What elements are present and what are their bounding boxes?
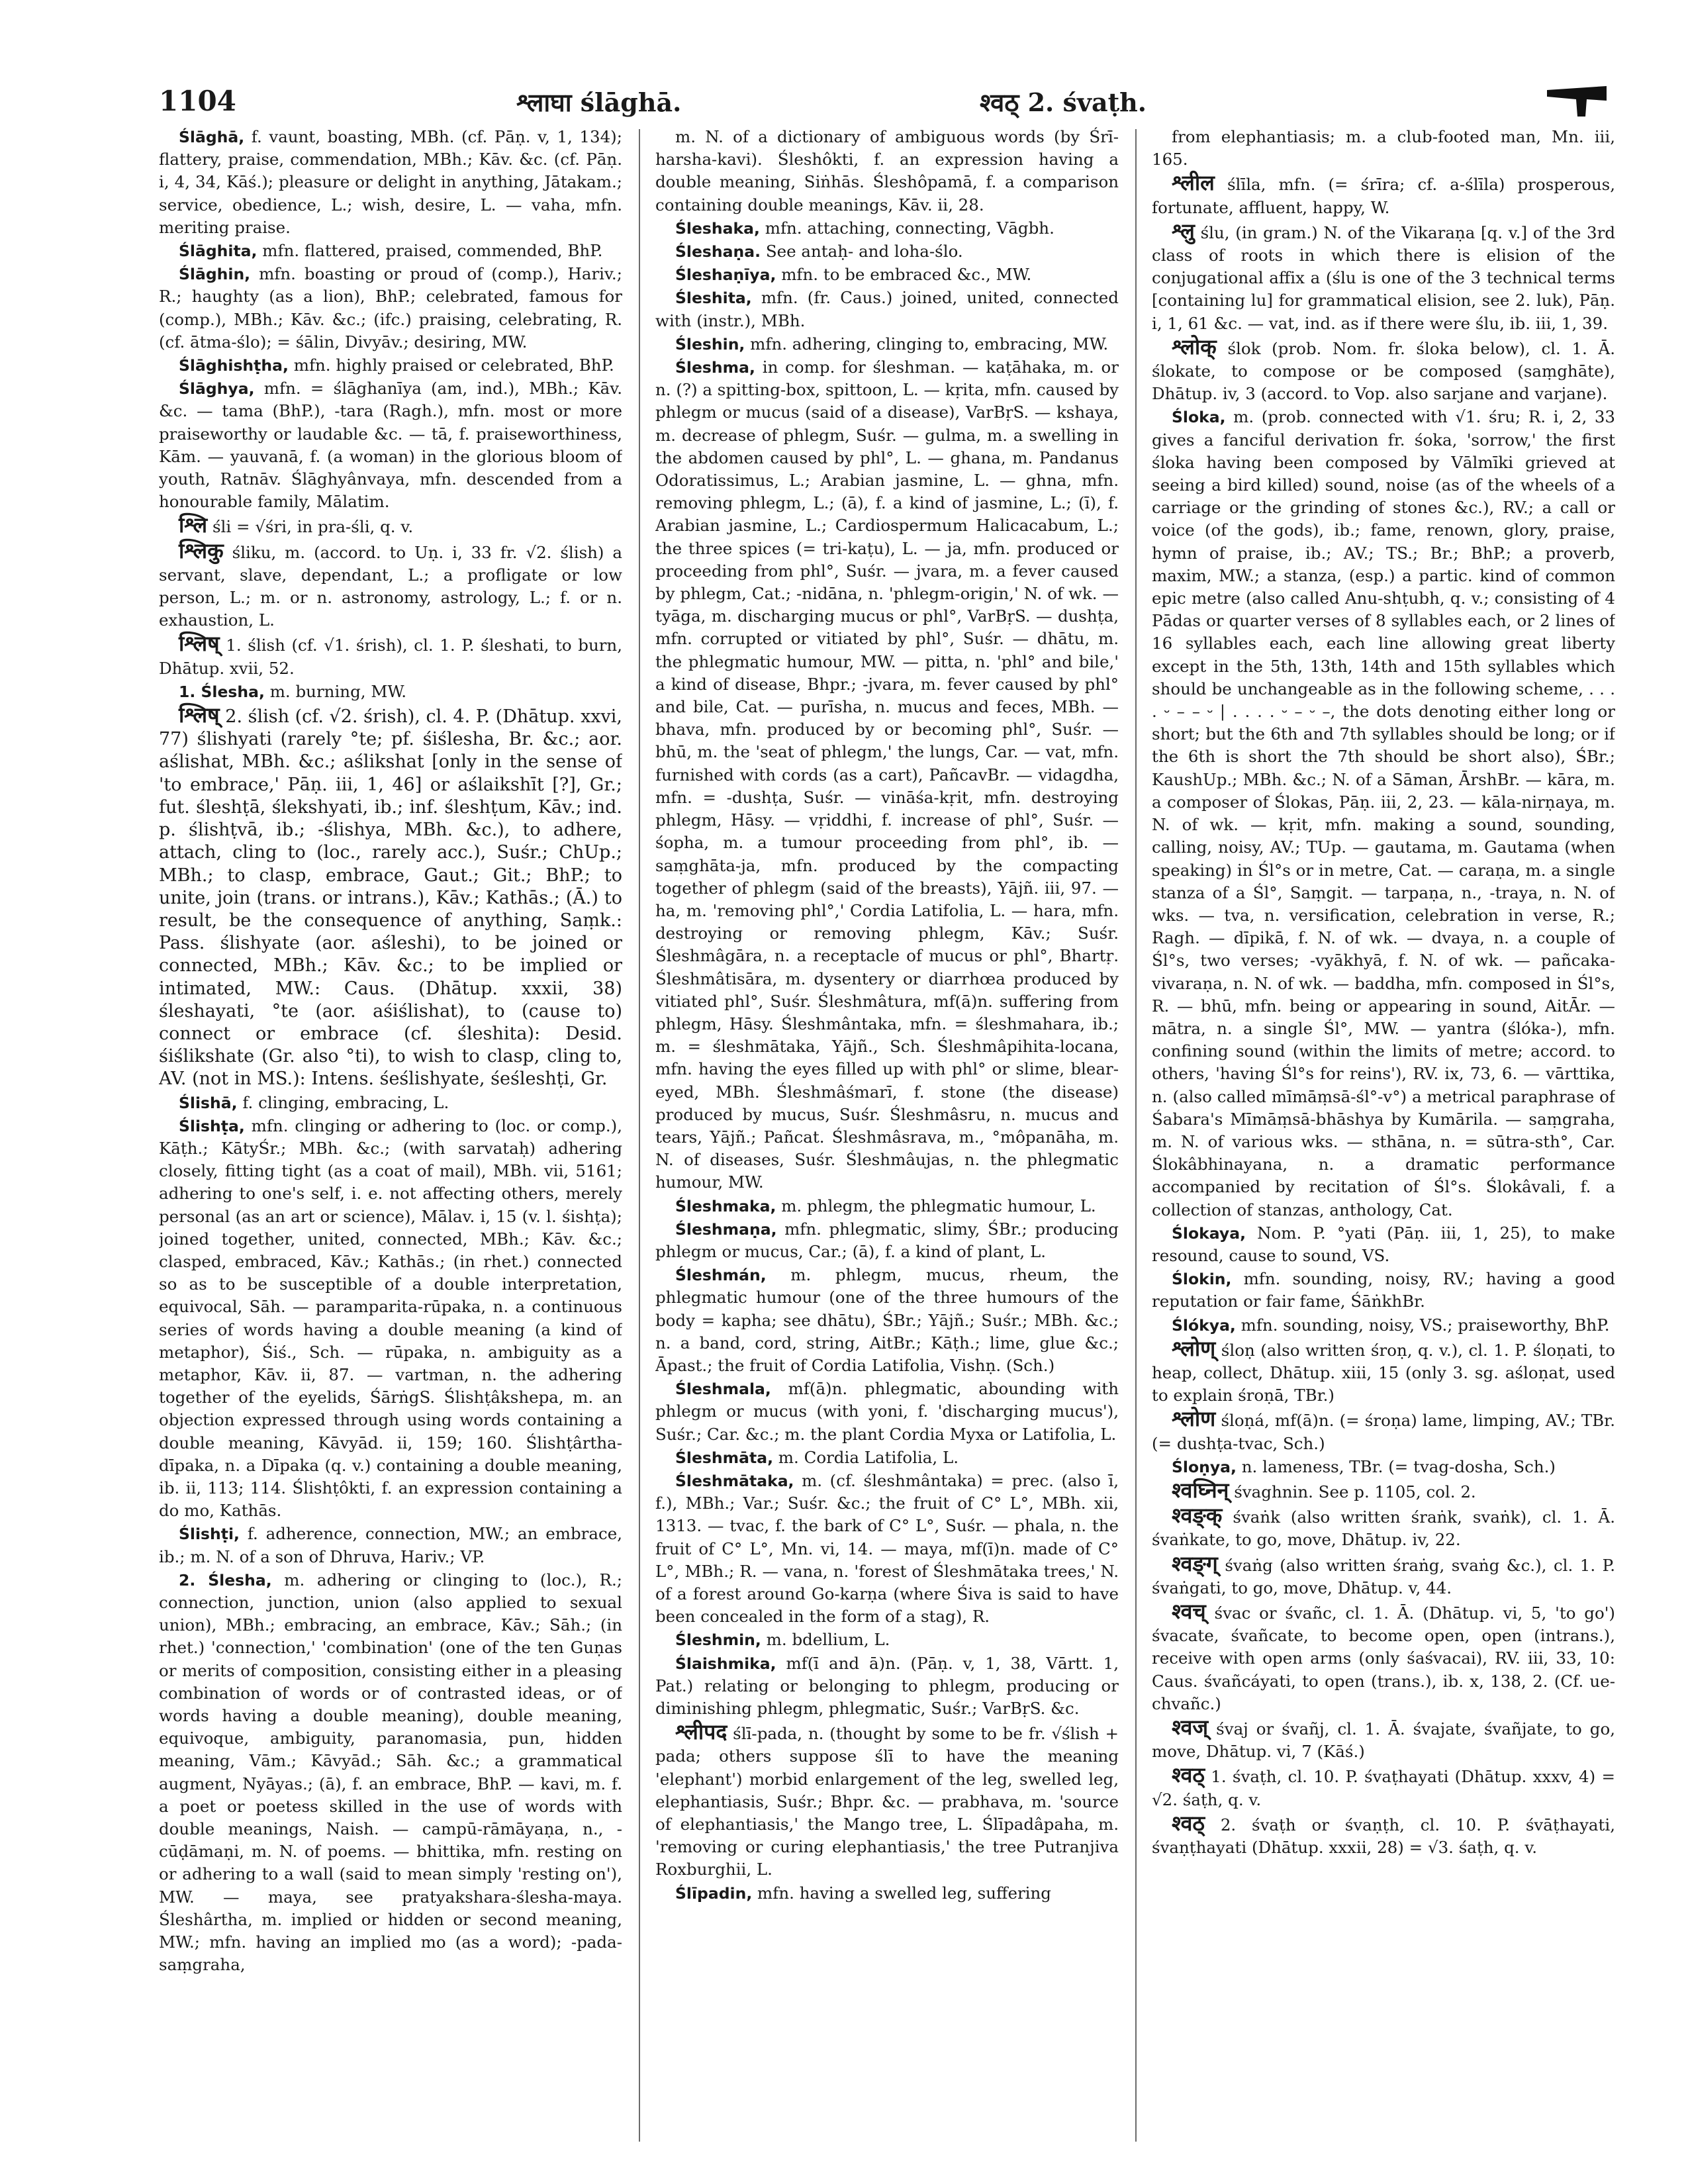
entry-definition: śvac or śvañc, cl. 1. Ā. (Dhātup. vi, 5, 'to go') śvacate, śvañcate, to become open, open (intrans.), receive with open arms (only śaśvacai), RV. iii, 33, 10: Caus. śvañcáyati, to open (trans.), ib. x, 138, 2. (Cf. ue-chvañc.) bbox=[1152, 1603, 1615, 1713]
entry-definition: m. phlegm, the phlegmatic humour, L. bbox=[781, 1196, 1096, 1215]
entry-headword: Śleshmán, bbox=[675, 1266, 767, 1285]
columns bbox=[159, 126, 1642, 2152]
entry-definition: ślok (prob. Nom. fr. śloka below), cl. 1. Ā. ślokate, to compose or be composed (saṃghāte), Dhātup. iv, 3 (accord. to Vop. also sarjane and varjane). bbox=[1152, 338, 1615, 404]
entry-definition: f. adherence, connection, MW.; an embrace, ib.; m. N. of a son of Dhruva, Hariv.; VP. bbox=[159, 1524, 622, 1566]
entry-definition: m. bdellium, L. bbox=[766, 1630, 890, 1650]
entry-headword: Ślokaya, bbox=[1172, 1223, 1246, 1243]
entry-definition: m. phlegm, mucus, rheum, the phlegmatic humour (one of the three humours of the body = kapha; see dhātu), ŚBr.; Yājñ.; Suśr.; MBh. &c.; n. a band, cord, string, AitBr.; Kāṭh.; lime, glue &c.; Āpast.; the fruit of Cordia Latifolia, Vishṇ. (Sch.) bbox=[655, 1265, 1119, 1375]
dictionary-entry bbox=[1152, 220, 1615, 335]
entry-headword: Śleshin, bbox=[675, 334, 745, 354]
page-number: 1104 bbox=[159, 85, 236, 117]
dictionary-entry bbox=[655, 1629, 1119, 1651]
entry-definition: ślu, (in gram.) N. of the Vikaraṇa [q. v.] of the 3rd class of roots in which there is elision of the conjugational affix a (ślu is one of the 3 technical terms [containing lu] for grammatical elision, see 2. luk), Pāṇ. i, 1, 61 &c. — vat, ind. as if there were ślu, ib. iii, 1, 39. bbox=[1152, 222, 1615, 333]
dictionary-entry bbox=[1152, 1600, 1615, 1715]
entry-definition: f. clinging, embracing, L. bbox=[242, 1092, 449, 1112]
entry-headword: Ślaishmika, bbox=[675, 1654, 776, 1673]
dictionary-entry bbox=[1152, 126, 1615, 171]
dictionary-entry bbox=[655, 1447, 1119, 1469]
devanagari-headword: श्लु bbox=[1172, 218, 1195, 244]
entry-headword: Ślāghita, bbox=[179, 242, 258, 261]
dictionary-entry bbox=[655, 1264, 1119, 1377]
dictionary-entry bbox=[159, 240, 622, 262]
dictionary-entry bbox=[655, 356, 1119, 1194]
devanagari-headword: श्लिकु bbox=[179, 538, 224, 563]
dictionary-entry bbox=[159, 1092, 622, 1114]
column-divider bbox=[639, 129, 640, 2142]
dictionary-entry bbox=[1152, 1764, 1615, 1811]
devanagari-headword: श्लील bbox=[1172, 170, 1215, 196]
dictionary-entry bbox=[655, 1652, 1119, 1721]
dictionary-entry bbox=[159, 704, 622, 1090]
entry-definition: mfn. boasting or proud of (comp.), Hariv.; R.; haughty (as a lion), BhP.; celebrated, famous for (comp.), MBh.; Kāv. &c.; (ifc.) praising, celebrating, R. (cf. ātma-ślo); = śālin, Divyāv.; desiring, MW. bbox=[159, 264, 622, 352]
dictionary-entry bbox=[655, 1882, 1119, 1905]
entry-definition: m. burning, MW. bbox=[269, 681, 407, 701]
entry-headword: Śleshaṇa. bbox=[675, 242, 761, 261]
entry-definition: Nom. P. °yati (Pāṇ. iii, 1, 25), to make resound, cause to sound, VS. bbox=[1152, 1223, 1615, 1265]
entry-definition: śvaj or śvañj, cl. 1. Ā. śvajate, śvañjate, to go, move, Dhātup. vi, 7 (Kāś.) bbox=[1152, 1719, 1615, 1762]
dictionary-entry bbox=[159, 681, 622, 703]
entry-definition: ślīla, mfn. (= śrīra; cf. a-ślīla) prosperous, fortunate, affluent, happy, W. bbox=[1152, 175, 1615, 217]
entry-definition: mfn. (fr. Caus.) joined, united, connected with (instr.), MBh. bbox=[655, 288, 1119, 330]
dictionary-entry bbox=[655, 263, 1119, 286]
entry-headword: Ślókya, bbox=[1172, 1315, 1236, 1335]
devanagari-headword: श्वज् bbox=[1172, 1715, 1209, 1740]
dictionary-entry bbox=[1152, 1716, 1615, 1763]
entry-definition: f. vaunt, boasting, MBh. (cf. Pāṇ. v, 1, 134); flattery, praise, commendation, MBh.; Kāv. &c. (cf. Pāṇ. i, 4, 34, Kāś.); pleasure or delight in anything, Jātakam.; service, obedience, L.; wish, desire, L. — vaha, mfn. meriting praise. bbox=[159, 127, 622, 237]
dictionary-entry bbox=[159, 1569, 622, 1977]
entry-definition: mf(ī and ā)n. (Pāṇ. v, 1, 38, Vārtt. 1, Pat.) relating or belonging to phlegm, producing or diminishing phlegm, phlegmatic, Suśr.; VarBṛS. &c. bbox=[655, 1653, 1119, 1719]
entry-headword: 2. Ślesha, bbox=[179, 1570, 272, 1590]
entry-definition: śli = √śri, in pra-śli, q. v. bbox=[212, 517, 414, 537]
entry-definition: 2. ślish (cf. √2. śrish), cl. 4. P. (Dhātup. xxvi, 77) ślishyati (rarely °te; pf. śiślesha, Br. &c.; aor. aślishat, MBh. &c.; aślikshat [only in the sense of 'to embrace,' Pāṇ. iii, 1, 46] or aślaikshīt [?], Gr.; fut. śleshṭā, ślekshyati, ib.; inf. śleshṭum, Kāv.; ind. p. ślishṭvā, ib.; -ślishya, MBh. &c.), to adhere, attach, cling to (loc., rarely acc.), Suśr.; ChUp.; MBh.; to clasp, embrace, Gaut.; Git.; BhP.; to unite, join (trans. or intrans.), Kāv.; Kathās.; (Ā.) to result, be the consequence of anything, Saṃk.: Pass. ślishyate (aor. aśleshi), to be joined or connected, MBh.; Kāv. &c.; to be implied or intimated, MW.: Caus. (Dhātup. xxxii, 38) śleshayati, °te (aor. aśiślishat), to (cause to) connect or embrace (cf. śleshita): Desid. śiślikshate (Gr. also °ti), to wish to clasp, cling to, AV. (not in MS.): Intens. śeślishyate, śeśleshṭi, Gr. bbox=[159, 706, 622, 1090]
devanagari-headword: श्लिष् bbox=[179, 631, 220, 657]
entry-definition: śloṇ (also written śroṇ, q. v.), cl. 1. P. śloṇati, to heap, collect, Dhātup. xiii, 15 (only 3. sg. aśloṇat, used to explain śroṇā, TBr.) bbox=[1152, 1340, 1615, 1405]
entry-headword: Śleshaka, bbox=[675, 218, 760, 238]
dictionary-entry bbox=[159, 1523, 622, 1568]
dictionary-entry bbox=[1152, 1504, 1615, 1551]
devanagari-headword: श्लीपद bbox=[675, 1719, 727, 1745]
entry-headword: Śloṇya, bbox=[1172, 1457, 1237, 1476]
dictionary-entry bbox=[1152, 1479, 1615, 1503]
right-guide-word: श्वठ् 2. śvaṭh. bbox=[980, 87, 1147, 117]
devanagari-headword: श्लोण् bbox=[1172, 1335, 1216, 1361]
entry-headword: Śleshmātaka, bbox=[675, 1471, 794, 1490]
dictionary-entry bbox=[159, 126, 622, 239]
dictionary-entry bbox=[655, 287, 1119, 332]
dictionary-entry bbox=[1152, 336, 1615, 406]
devanagari-headword: श्लोक् bbox=[1172, 334, 1217, 359]
entry-headword: Śloka, bbox=[1172, 408, 1226, 427]
entry-definition: 1. ślish (cf. √1. śrish), cl. 1. P. śleshati, to burn, Dhātup. xvii, 52. bbox=[159, 636, 622, 678]
dictionary-entry bbox=[1152, 1456, 1615, 1478]
dictionary-entry bbox=[159, 354, 622, 377]
entry-headword: Ślāghishṭha, bbox=[179, 356, 289, 375]
entry-definition: mfn. phlegmatic, slimy, ŚBr.; producing phlegm or mucus, Car.; (ā), f. a kind of plant, L. bbox=[655, 1219, 1119, 1261]
entry-definition: m. N. of a dictionary of ambiguous words (by Śrī-harsha-kavi). Śleshôkti, f. an expression having a double meaning, Siṅhās. Śleshôpamā, f. a comparison containing double meanings, Kāv. ii, 28. bbox=[655, 127, 1119, 214]
entry-definition: śloṇá, mf(ā)n. (= śroṇa) lame, limping, AV.; TBr. (= dushṭa-tvac, Sch.) bbox=[1152, 1411, 1615, 1453]
dictionary-entry bbox=[1152, 1407, 1615, 1454]
dictionary-entry bbox=[655, 126, 1119, 216]
entry-headword: 1. Ślesha, bbox=[179, 682, 265, 701]
entry-definition: mfn. attaching, connecting, Vāgbh. bbox=[765, 218, 1054, 238]
entry-definition: mfn. sounding, noisy, RV.; having a good reputation or fair fame, ŚāṅkhBr. bbox=[1152, 1269, 1615, 1311]
column-1 bbox=[159, 126, 622, 2152]
entry-definition: n. lameness, TBr. (= tvag-dosha, Sch.) bbox=[1241, 1456, 1556, 1476]
dictionary-entry bbox=[1152, 406, 1615, 1221]
dictionary-entry bbox=[1152, 1268, 1615, 1313]
entry-definition: mfn. clinging or adhering to (loc. or comp.), Kāṭh.; KātyŚr.; MBh. &c.; (with sarvataḥ) adhering closely, fitting tight (as a coat of mail), MBh. vii, 5161; adhering to one's self, i. e. not affecting others, merely personal (as an art or science), Mālav. i, 15 (v. l. śishṭa); joined together, united, connected, MBh.; Kāv. &c.; clasped, embraced, Kāv.; Kathās.; (in rhet.) connected so as to be susceptible of a double interpretation, equivocal, Sāh. — paramparita-rūpaka, n. a continuous series of words having a double meaning (a kind of metaphor), Śiś., Sch. — rūpaka, n. ambiguity as a metaphor, Kāv. ii, 87. — vartman, n. the adhering together of the eyelids, ŚārṅgS. Ślishṭâkshepa, m. an objection expressed through using words containing a double meaning, Kāvyād. ii, 159; 160. Ślishṭârtha-dīpaka, n. a Dīpaka (q. v.) containing a double meaning, ib. ii, 113; 114. Ślishṭôkti, f. an expression containing a do mo, Kathās. bbox=[159, 1116, 622, 1521]
entry-headword: Śleshita, bbox=[675, 289, 752, 308]
entry-definition: mf(ā)n. phlegmatic, abounding with phlegm or mucus (with yoni, f. 'discharging mucus'), Suśr.; Car. &c.; m. the plant Cordia Myxa or Latifolia, L. bbox=[655, 1379, 1119, 1444]
entry-definition: śvaghnin. See p. 1105, col. 2. bbox=[1234, 1482, 1476, 1501]
dictionary-entry bbox=[1152, 1552, 1615, 1599]
entry-headword: Ślishṭi, bbox=[179, 1525, 240, 1544]
entry-definition: in comp. for śleshman. — kaṭāhaka, m. or n. (?) a spitting-box, spittoon, L. — kṛita, mfn. caused by phlegm or mucus (said of a disease), VarBṛS. — kshaya, m. decrease of phlegm, Suśr. — gulma, m. a swelling in the abdomen caused by phl°, L. — ghana, m. Pandanus Odoratissimus, L.; Arabian jasmine, L. — ghna, mfn. removing phlegm, L.; (ā), f. a kind of jasmine, L.; (ī), f. Arabian jasmine, L.; Cardiospermum Halicacabum, L.; the three spices (= tri-kaṭu), L. — ja, mfn. produced or proceeding from phl°, Suśr. — jvara, m. a fever caused by phlegm, Cat.; -nidāna, n. 'phlegm-origin,' N. of wk. — tyāga, m. discharging mucus or phl°, VarBṛS. — dushṭa, mfn. corrupted or vitiated by phl°, Suśr. — dhātu, m. the phlegmatic humour, MW. — pitta, n. 'phl° and bile,' a kind of disease, Bhpr.; -jvara, m. fever caused by phl° and bile, Cat. — purīsha, n. mucus and feces, MBh. — bhava, mfn. produced by or becoming phl°, Suśr. — bhū, m. the 'seat of phlegm,' the lungs, Car. — vat, mfn. furnished with cords (as a cart), PañcavBr. — vidagdha, mfn. = -dushṭa, Suśr. — vināśa-kṛit, mfn. destroying phlegm, Hāsy. — vṛiddhi, f. increase of phl°, Suśr. — śopha, m. a tumour proceeding from phl°, ib. — saṃghāta-ja, mfn. produced by the compacting together of phlegm (said of the breasts), Yājñ. iii, 97. — ha, m. 'removing phl°,' Cordia Latifolia, L. — hara, mfn. destroying or removing phlegm, Kāv.; Suśr. Śleshmâgāra, n. a receptacle of mucus or phl°, Bhartṛ. Śleshmâtisāra, m. dysentery or diarrhœa produced by vitiated phl°, Suśr. Śleshmâtura, mf(ā)n. suffering from phlegm, Hāsy. Śleshmântaka, mfn. = śleshmahara, ib.; m. = śleshmātaka, Yājñ., Sch. Śleshmâpihita-locana, mfn. having the eyes filled up with phl° or slime, blear-eyed, MBh. Śleshmâśmarī, f. stone (the disease) produced by mucus, Suśr. Śleshmâsru, n. mucus and tears, Yājñ.; Pañcat. Śleshmâsrava, m., °môpanāha, m. N. of diseases, Suśr. Śleshmâujas, n. the phlegmatic humour, MW. bbox=[655, 357, 1119, 1192]
dictionary-entry bbox=[159, 514, 622, 538]
entry-headword: Śleshma, bbox=[675, 358, 755, 377]
entry-headword: Ślīpadin, bbox=[675, 1883, 753, 1903]
dictionary-entry bbox=[1152, 1812, 1615, 1859]
dictionary-entry bbox=[655, 1378, 1119, 1446]
entry-definition: mfn. having a swelled leg, suffering bbox=[757, 1883, 1051, 1903]
column-2 bbox=[655, 126, 1119, 2152]
entry-definition: mfn. highly praised or celebrated, BhP. bbox=[293, 356, 614, 375]
entry-headword: Śleshmin, bbox=[675, 1631, 761, 1650]
entry-definition: m. (prob. connected with √1. śru; R. i, 2, 33 gives a fanciful derivation fr. śoka, 'sorrow,' the first śloka having been composed by Vālmīki grieved at seeing a bird killed) sound, noise (as of the wheels of a carriage or the grinding of stones &c.), RV.; a call or voice (of the gods), ib.; fame, renown, glory, praise, hymn of praise, ib.; AV.; TS.; Br.; BhP.; a proverb, maxim, MW.; a stanza, (esp.) a partic. kind of common epic metre (also called Anu-shṭubh, q. v.; consisting of 4 Pādas or quarter verses of 8 syllables each, or 2 lines of 16 syllables each, each line allowing great liberty except in the 5th, 13th, 14th and 15th syllables which should be unchangeable as in the following scheme, . . . . ⏑ – – ⏑ | . . . . ⏑ – ⏑ –, the dots denoting either long or short; but the 6th and 7th syllables should be long; or if the 6th is short the 7th should be short also), ŚBr.; KaushUp.; MBh. &c.; N. of a Sāman, ĀrshBr. — kāra, m. a composer of Ślokas, Pāṇ. iii, 2, 23. — kāla-nirṇaya, m. N. of wk. — kṛit, mfn. making a sound, sounding, calling, noisy, AV.; TUp. — gautama, m. Gautama (when speaking) in Śl°s or in metre, Cat. — caraṇa, m. a single stanza of a Śl°, Saṃgit. — tarpaṇa, n., -traya, n. N. of wks. — tva, n. versification, celebration in verse, R.; Ragh. — dīpikā, f. N. of wk. — dvaya, n. a couple of Śl°s, two verses; -vyākhyā, f. N. of wk. — pañcaka-vivaraṇa, n. N. of wk. — baddha, mfn. composed in Śl°s, R. — bhū, mfn. being or appearing in sound, AitĀr. — mātra, n. a single Śl°, MW. — yantra (ślóka-), mfn. confining sound (within the limits of metre; accord. to others, 'having Śl°s for reins'), RV. ix, 73, 6. — vārttika, n. (also called mīmāṃsā-śl°-v°) a metrical paraphrase of Śabara's Mīmāṃsā-bhāshya by Kumārila. — saṃgraha, m. N. of various wks. — sthāna, n. = sūtra-sth°, Car. Ślokâbhinayana, n. a dramatic performance accompanied by recitation of Śl°s. Ślokâvali, f. a collection of stanzas, anthology, Cat. bbox=[1152, 407, 1615, 1219]
entry-headword: Śleshmāta, bbox=[675, 1448, 773, 1467]
entry-definition: mfn. = ślāghanīya (am, ind.), MBh.; Kāv. &c. — tama (BhP.), -tara (Ragh.), mfn. most or more praiseworthy or laudable &c. — tā, f. praiseworthiness, Kām. — yauvanā, f. (a woman) in the glorious bloom of youth, Ratnāv. Ślāghyânvaya, mfn. descended from a honourable family, Mālatim. bbox=[159, 379, 622, 512]
dictionary-entry bbox=[655, 1218, 1119, 1263]
dictionary-entry bbox=[655, 1195, 1119, 1217]
entry-headword: Śleshmaṇa, bbox=[675, 1219, 777, 1239]
dictionary-entry bbox=[655, 1721, 1119, 1881]
dictionary-entry bbox=[655, 217, 1119, 240]
dictionary-entry bbox=[159, 1115, 622, 1523]
entry-headword: Śleshmala, bbox=[675, 1380, 771, 1399]
entry-definition: śvaṅk (also written śraṅk, svaṅk), cl. 1. Ā. śvaṅkate, to go, move, Dhātup. iv, 22. bbox=[1152, 1507, 1615, 1550]
dictionary-entry bbox=[655, 1470, 1119, 1628]
entry-definition: śliku, m. (accord. to Uṇ. i, 33 fr. √2. ślish) a servant, slave, dependant, L.; a profligate or low person, L.; m. or n. astronomy, astrology, L.; f. or n. exhaustion, L. bbox=[159, 542, 622, 630]
devanagari-headword: श्वङ्क् bbox=[1172, 1503, 1223, 1529]
entry-definition: śvaṅg (also written śraṅg, svaṅg &c.), cl. 1. P. śvaṅgati, to go, move, Dhātup. v, 44. bbox=[1152, 1555, 1615, 1597]
dictionary-entry bbox=[1152, 171, 1615, 218]
entry-definition: 2. śvaṭh or śvaṇṭh, cl. 10. P. śvāṭhayati, śvaṇṭhayati (Dhātup. xxxii, 28) = √3. śaṭh, q. v. bbox=[1152, 1815, 1615, 1858]
entry-definition: mfn. adhering, clinging to, embracing, MW. bbox=[750, 334, 1109, 354]
entry-headword: Ślishā, bbox=[179, 1093, 238, 1112]
devanagari-headword: श्वठ् bbox=[1172, 1762, 1205, 1788]
devanagari-headword: श्लि bbox=[179, 512, 208, 538]
left-guide-word: श्लाघा ślāghā. bbox=[516, 87, 682, 117]
devanagari-headword: श्वङ्ग् bbox=[1172, 1550, 1218, 1576]
entry-definition: ślī-pada, n. (thought by some to be fr. √ślish + pada; others suppose ślī to have the meaning 'elephant') morbid enlargement of the leg, swelled leg, elephantiasis, Suśr.; Bhpr. &c. — prabhava, m. 'source of elephantiasis,' the Mango tree, L. Ślīpadâpaha, m. 'removing or curing elephantiasis,' the tree Putranjiva Roxburghii, L. bbox=[655, 1724, 1119, 1879]
entry-headword: Śleshmaka, bbox=[675, 1196, 776, 1215]
devanagari-headword: श्लोण bbox=[1172, 1406, 1216, 1432]
devanagari-headword: श्लिष् bbox=[179, 702, 220, 728]
running-head bbox=[159, 85, 1607, 131]
entry-definition: See antaḥ- and loha-ślo. bbox=[765, 242, 963, 261]
devanagari-headword: श्वच् bbox=[1172, 1599, 1206, 1624]
entry-definition: mfn. to be embraced &c., MW. bbox=[781, 265, 1032, 285]
entry-headword: Ślokin, bbox=[1172, 1270, 1232, 1289]
page-corner-mark-icon bbox=[1547, 85, 1607, 118]
devanagari-headword: श्वठ् bbox=[1172, 1810, 1205, 1836]
dictionary-entry bbox=[159, 377, 622, 513]
column-divider bbox=[1135, 129, 1137, 2142]
entry-headword: Ślāghā, bbox=[179, 128, 245, 146]
column-3 bbox=[1152, 126, 1615, 2152]
entry-headword: Ślishṭa, bbox=[179, 1116, 245, 1135]
dictionary-entry bbox=[1152, 1314, 1615, 1337]
devanagari-headword: श्वघ्निन् bbox=[1172, 1477, 1229, 1503]
dictionary-entry bbox=[159, 632, 622, 679]
entry-definition: mfn. sounding, noisy, VS.; praiseworthy, BhP. bbox=[1241, 1315, 1610, 1335]
entry-definition: 1. śvaṭh, cl. 10. P. śvaṭhayati (Dhātup. xxxv, 4) = √2. śaṭh, q. v. bbox=[1152, 1767, 1615, 1809]
entry-headword: Ślāghya, bbox=[179, 379, 255, 399]
dictionary-entry bbox=[1152, 1222, 1615, 1267]
dictionary-entry bbox=[159, 263, 622, 354]
dictionary-entry bbox=[655, 333, 1119, 356]
entry-definition: m. Cordia Latifolia, L. bbox=[778, 1447, 959, 1467]
dictionary-entry bbox=[1152, 1337, 1615, 1407]
entry-definition: m. (cf. śleshmântaka) = prec. (also ī, f.), MBh.; Var.; Suśr. &c.; the fruit of C° L°, MBh. xii, 1313. — tvac, f. the bark of C° L°, Suśr. — phala, n. the fruit of C° L°, Mn. vi, 14. — maya, mf(ī)n. made of C° L°, MBh.; R. — vana, n. 'forest of Śleshmātaka trees,' N. of a forest around Go-karṇa (where Śiva is said to have been concealed in the form of a stag), R. bbox=[655, 1470, 1119, 1627]
entry-definition: m. adhering or clinging to (loc.), R.; connection, junction, union (also applied to sexual union), MBh.; embracing, an embrace, Kāv.; Sāh.; (in rhet.) 'connection,' 'combination' (one of the ten Guṇas or merits of composition, consisting either in a pleasing combination of words or of contrasted ideas, or of words having a double meaning), double meaning, equivoque, ambiguity, paranomasia, pun, hidden meaning, Vām.; Kāvyād.; Sāh. &c.; a grammatical augment, Nyāyas.; (ā), f. an embrace, BhP. — kavi, m. f. a poet or poetess skilled in the use of words with double meanings, Naish. — campū-rāmāyaṇa, n., -cūḍāmaṇi, m. N. of poems. — bhittika, mfn. resting on or adhering to a wall (said to mean simply 'resting on'), MW. — maya, see pratyakshara-ślesha-maya. Śleshârtha, m. implied or hidden or second meaning, MW.; mfn. having an implied mo (as a word); -pada-saṃgraha, bbox=[159, 1570, 622, 1975]
dictionary-entry bbox=[159, 540, 622, 632]
entry-definition: from elephantiasis; m. a club-footed man, Mn. iii, 165. bbox=[1152, 127, 1615, 169]
entry-headword: Śleshaṇīya, bbox=[675, 265, 776, 285]
entry-headword: Ślāghin, bbox=[179, 265, 251, 284]
entry-definition: mfn. flattered, praised, commended, BhP. bbox=[262, 241, 603, 261]
dictionary-entry bbox=[655, 240, 1119, 263]
